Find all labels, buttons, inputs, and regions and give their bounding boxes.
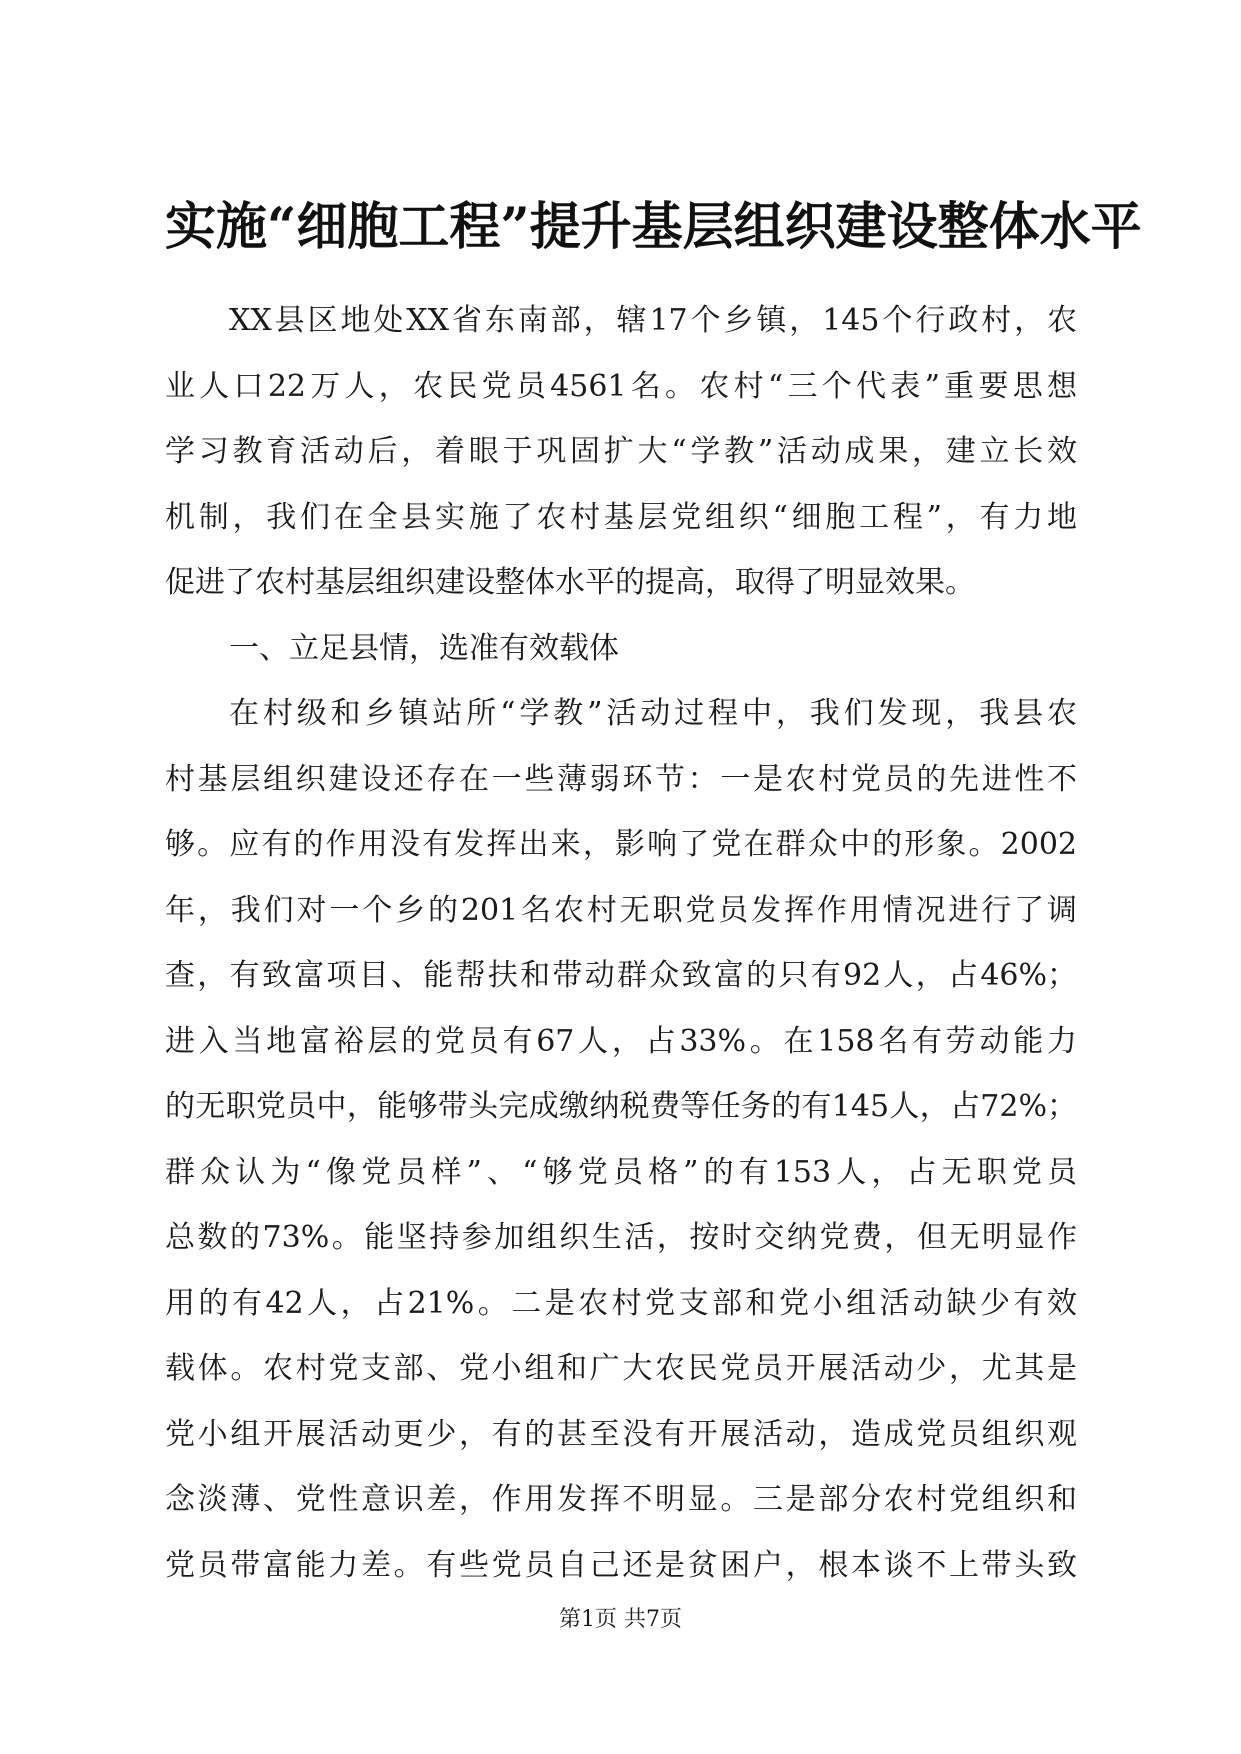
body-line: 机制，我们在全县实施了农村基层党组织“细胞工程”，有力地 [165,499,1077,535]
body-line: 载体。农村党支部、党小组和广大农民党员开展活动少，尤其是 [165,1351,1077,1386]
body-line: 总数的73%。能坚持参加组织生活，按时交纳党费，但无明显作 [165,1220,1077,1255]
body-line: 促进了农村基层组织建设整体水平的提高，取得了明显效果。 [165,565,975,600]
body-line: 党小组开展活动更少，有的甚至没有开展活动，造成党员组织观 [165,1416,1077,1452]
body-line: 进入当地富裕层的党员有67人，占33%。在158名有劳动能力 [165,1023,1077,1059]
section-heading: 一、立足县情，选准有效载体 [229,630,619,666]
body-line: 村基层组织建设还存在一些薄弱环节：一是农村党员的先进性不 [165,761,1077,797]
body-line: 学习教育活动后，着眼于巩固扩大“学教”活动成果，建立长效 [165,434,1077,469]
body-line: 够。应有的作用没有发挥出来，影响了党在群众中的形象。2002 [165,827,1077,862]
document-body [165,288,1077,1598]
body-line: 在村级和乡镇站所“学教”活动过程中，我们发现，我县农 [229,696,1077,731]
body-line: 业人口22万人，农民党员4561名。农村“三个代表”重要思想 [165,368,1077,404]
body-line: 的无职党员中，能够带头完成缴纳税费等任务的有145人，占72%； [165,1089,1077,1124]
body-line: 党员带富能力差。有些党员自己还是贫困户，根本谈不上带头致 [165,1547,1077,1583]
body-line: 查，有致富项目、能帮扶和带动群众致富的只有92人，占46%； [165,958,1077,993]
body-line: 年，我们对一个乡的201名农村无职党员发挥作用情况进行了调 [165,892,1077,928]
page-number-footer: 第1页 共7页 [559,1607,682,1632]
body-line: 用的有42人，占21%。二是农村党支部和党小组活动缺少有效 [165,1285,1077,1321]
body-line: XX县区地处XX省东南部，辖17个乡镇，145个行政村，农 [229,303,1077,338]
body-line: 群众认为“像党员样”、“够党员格”的有153人，占无职党员 [165,1154,1077,1190]
document-title: 实施“细胞工程”提升基层组织建设整体水平 [165,197,1142,257]
body-line: 念淡薄、党性意识差，作用发挥不明显。三是部分农村党组织和 [165,1482,1077,1517]
